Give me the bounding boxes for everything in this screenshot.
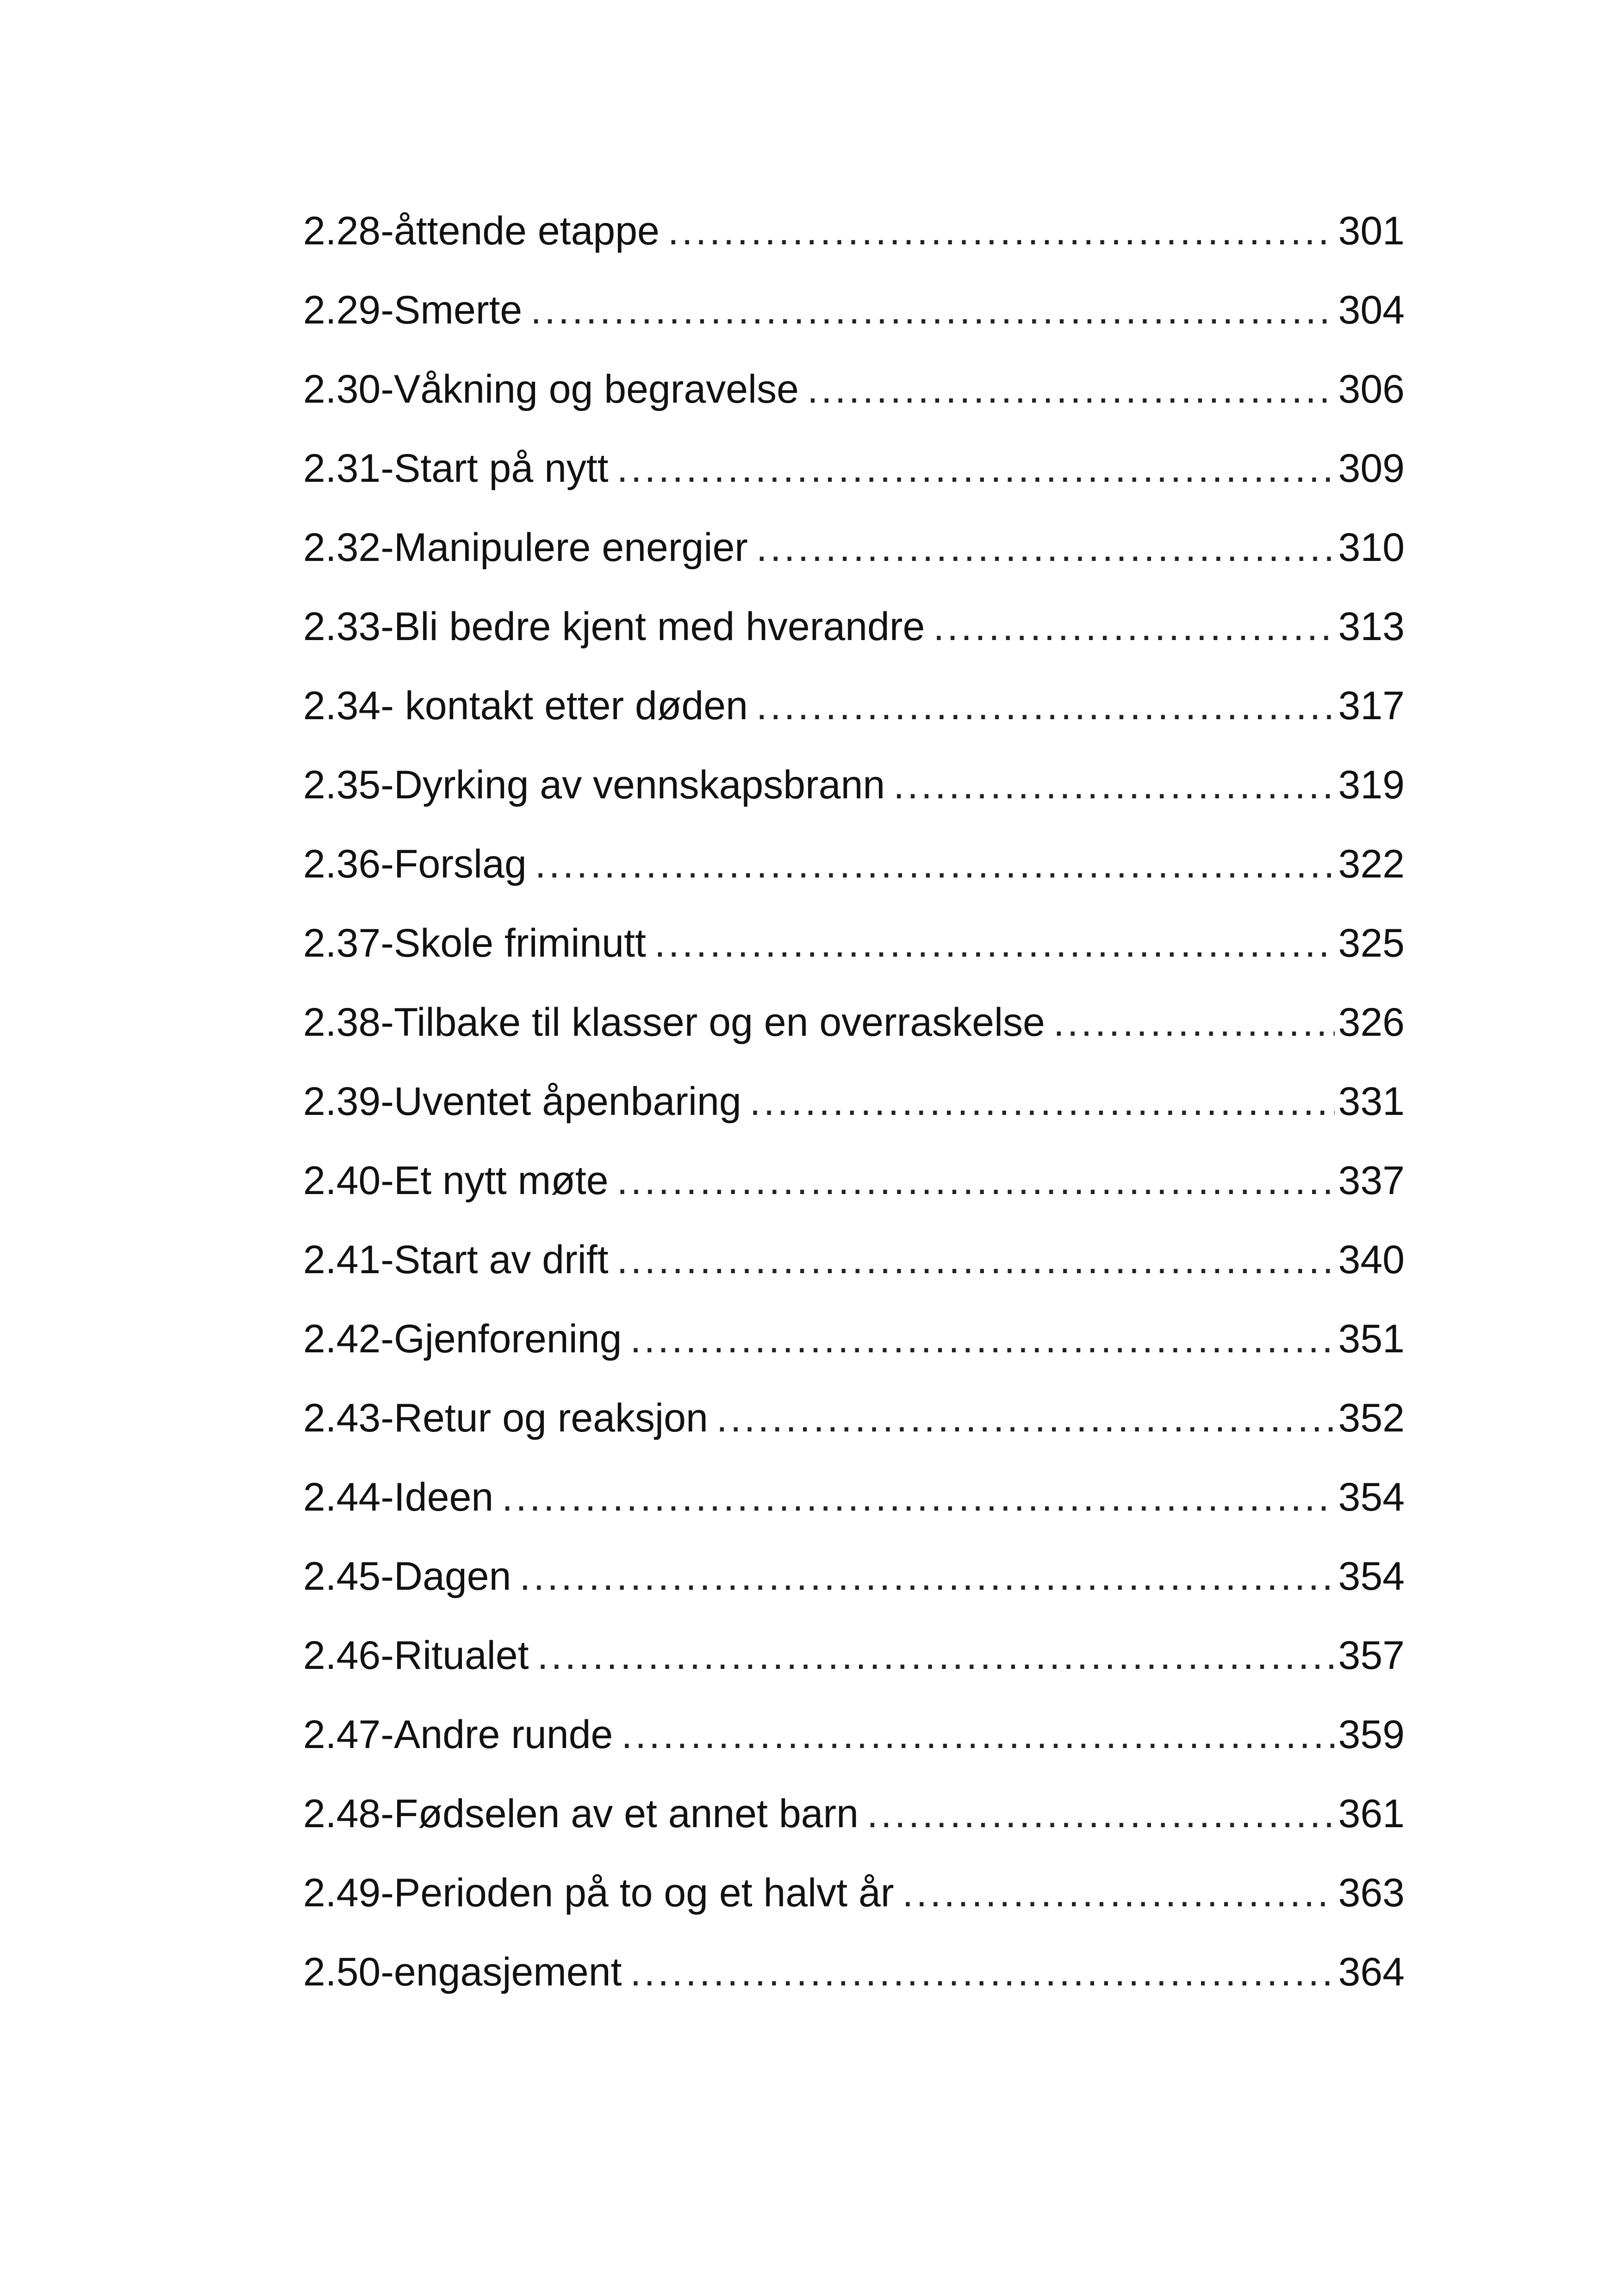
toc-entry-page-number: 326: [1338, 1000, 1405, 1045]
toc-entry[interactable]: [303, 208, 1405, 287]
toc-entry-page-number: 361: [1338, 1792, 1405, 1836]
toc-entry-title: 2.30-Våkning og begravelse: [303, 367, 799, 411]
toc-entry[interactable]: [303, 1633, 1405, 1712]
dot-leader: [668, 208, 1335, 254]
dot-leader: [756, 683, 1335, 729]
dot-leader: [621, 1712, 1334, 1758]
dot-leader: [630, 1316, 1334, 1362]
toc-entry-title: 2.37-Skole friminutt: [303, 921, 646, 965]
toc-entry-title: 2.47-Andre runde: [303, 1712, 613, 1757]
toc-entry-title: 2.32-Manipulere energier: [303, 525, 748, 570]
dot-leader: [519, 1554, 1334, 1599]
toc-entry-title: 2.40-Et nytt møte: [303, 1158, 609, 1203]
dot-leader: [933, 604, 1334, 650]
toc-entry[interactable]: [303, 1079, 1405, 1158]
toc-entry-page-number: 313: [1338, 604, 1405, 649]
toc-entry-page-number: 322: [1338, 842, 1405, 886]
toc-entry-title: 2.46-Ritualet: [303, 1633, 529, 1678]
toc-entry-title: 2.45-Dagen: [303, 1554, 511, 1599]
toc-entry-page-number: 352: [1338, 1396, 1405, 1440]
toc-entry-page-number: 337: [1338, 1158, 1405, 1203]
dot-leader: [1053, 1000, 1335, 1045]
toc-entry-page-number: 310: [1338, 525, 1405, 570]
toc-entry-title: 2.44-Ideen: [303, 1475, 494, 1519]
toc-entry[interactable]: [303, 1712, 1405, 1791]
toc-entry-title: 2.48-Fødselen av et annet barn: [303, 1792, 859, 1836]
dot-leader: [617, 446, 1335, 492]
toc-entry-title: 2.35-Dyrking av vennskapsbrann: [303, 763, 885, 807]
toc-entry[interactable]: [303, 1791, 1405, 1870]
toc-entry-page-number: 325: [1338, 921, 1405, 965]
toc-entry-page-number: 304: [1338, 288, 1405, 332]
toc-entry[interactable]: [303, 762, 1405, 841]
toc-entry-page-number: 301: [1338, 209, 1405, 253]
toc-entry-title: 2.38-Tilbake til klasser og en overraskelse: [303, 1000, 1045, 1045]
toc-entry-page-number: 306: [1338, 367, 1405, 411]
toc-entry[interactable]: [303, 287, 1405, 367]
toc-entry-title: 2.36-Forslag: [303, 842, 527, 886]
toc-entry-title: 2.29-Smerte: [303, 288, 523, 332]
toc-entry[interactable]: [303, 1237, 1405, 1316]
dot-leader: [756, 525, 1335, 571]
toc-entry-page-number: 363: [1338, 1871, 1405, 1915]
toc-entry[interactable]: [303, 1316, 1405, 1395]
toc-entry-title: 2.42-Gjenforening: [303, 1317, 622, 1361]
dot-leader: [807, 367, 1335, 412]
dot-leader: [530, 287, 1334, 333]
dot-leader: [716, 1395, 1335, 1441]
toc-entry-title: 2.33-Bli bedre kjent med hverandre: [303, 604, 925, 649]
toc-entry[interactable]: [303, 525, 1405, 604]
toc-entry-page-number: 359: [1338, 1712, 1405, 1757]
dot-leader: [902, 1870, 1335, 1916]
toc-entry-page-number: 317: [1338, 684, 1405, 728]
toc-entry[interactable]: [303, 1870, 1405, 1949]
dot-leader: [502, 1475, 1334, 1520]
toc-entry[interactable]: [303, 683, 1405, 762]
dot-leader: [537, 1633, 1335, 1679]
toc-entry[interactable]: [303, 1475, 1405, 1554]
toc-entry-page-number: 357: [1338, 1633, 1405, 1678]
table-of-contents: [303, 208, 1405, 2028]
toc-entry-page-number: 354: [1338, 1554, 1405, 1599]
dot-leader: [750, 1079, 1335, 1125]
dot-leader: [617, 1237, 1335, 1283]
toc-entry-title: 2.50-engasjement: [303, 1950, 622, 1994]
toc-entry-title: 2.31-Start på nytt: [303, 446, 609, 491]
toc-entry[interactable]: [303, 1949, 1405, 2028]
toc-entry-page-number: 319: [1338, 763, 1405, 807]
dot-leader: [893, 762, 1334, 808]
toc-entry-page-number: 351: [1338, 1317, 1405, 1361]
toc-entry[interactable]: [303, 1395, 1405, 1475]
toc-entry-page-number: 331: [1338, 1079, 1405, 1124]
toc-entry-title: 2.34- kontakt etter døden: [303, 684, 748, 728]
toc-entry-title: 2.28-åttende etappe: [303, 209, 660, 253]
toc-entry[interactable]: [303, 841, 1405, 921]
toc-entry-title: 2.39-Uventet åpenbaring: [303, 1079, 741, 1124]
toc-entry-page-number: 364: [1338, 1950, 1405, 1994]
toc-entry-title: 2.49-Perioden på to og et halvt år: [303, 1871, 894, 1915]
toc-entry[interactable]: [303, 921, 1405, 1000]
dot-leader: [535, 841, 1335, 887]
toc-entry[interactable]: [303, 604, 1405, 683]
toc-entry[interactable]: [303, 367, 1405, 446]
toc-entry-page-number: 340: [1338, 1238, 1405, 1282]
toc-entry[interactable]: [303, 1000, 1405, 1079]
toc-entry-page-number: 309: [1338, 446, 1405, 491]
dot-leader: [867, 1791, 1335, 1837]
dot-leader: [617, 1158, 1335, 1204]
dot-leader: [654, 921, 1335, 966]
toc-entry-title: 2.41-Start av drift: [303, 1238, 609, 1282]
dot-leader: [630, 1949, 1334, 1995]
toc-entry[interactable]: [303, 1158, 1405, 1237]
toc-entry-title: 2.43-Retur og reaksjon: [303, 1396, 708, 1440]
toc-entry[interactable]: [303, 1554, 1405, 1633]
toc-entry[interactable]: [303, 446, 1405, 525]
toc-entry-page-number: 354: [1338, 1475, 1405, 1519]
